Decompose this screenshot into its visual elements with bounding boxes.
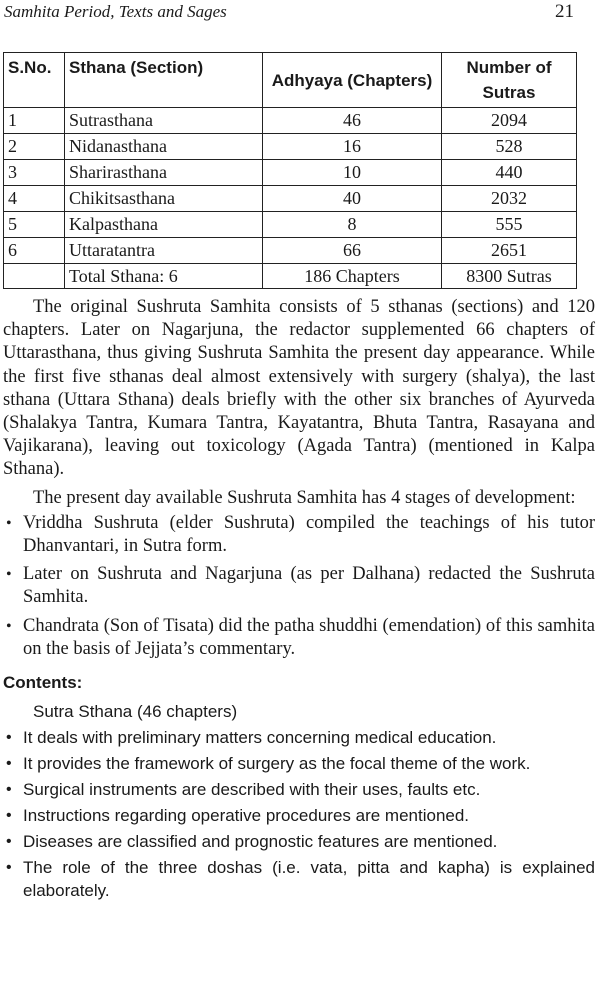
cell-adhyaya: 8 bbox=[263, 212, 442, 238]
cell-sno: 4 bbox=[4, 186, 65, 212]
list-item-text: The role of the three doshas (i.e. vata, pitta and kapha) is explained elaborately. bbox=[23, 858, 595, 901]
cell-sno bbox=[4, 264, 65, 289]
table-row bbox=[4, 160, 577, 186]
cell-total-sthana: Total Sthana: 6 bbox=[65, 264, 263, 289]
cell-sthana: Uttaratantra bbox=[65, 238, 263, 264]
cell-sno: 6 bbox=[4, 238, 65, 264]
table-row bbox=[4, 212, 577, 238]
list-item-text: Vriddha Sushruta (elder Sushruta) compiled the teachings of his tutor Dhanvantari, in Sutra form. bbox=[23, 512, 595, 557]
list-item-text: Diseases are classified and prognostic features are mentioned. bbox=[23, 832, 498, 852]
list-item-text: Surgical instruments are described with their uses, faults etc. bbox=[23, 780, 481, 800]
cell-sno: 3 bbox=[4, 160, 65, 186]
bullet-icon: • bbox=[6, 514, 12, 532]
bullet-icon: • bbox=[6, 859, 12, 877]
cell-sthana: Sharirasthana bbox=[65, 160, 263, 186]
bullet-icon: • bbox=[6, 807, 12, 825]
bullet-icon: • bbox=[6, 833, 12, 851]
bullet-icon: • bbox=[6, 729, 12, 747]
column-header-adhyaya: Adhyaya (Chapters) bbox=[263, 53, 442, 108]
contents-heading: Contents: bbox=[3, 673, 83, 693]
cell-sthana: Chikitsasthana bbox=[65, 186, 263, 212]
table-header-row bbox=[4, 53, 577, 108]
list-item-text: It deals with preliminary matters concerning medical education. bbox=[23, 728, 497, 748]
list-item bbox=[3, 856, 595, 902]
list-item-text: It provides the framework of surgery as the focal theme of the work. bbox=[23, 754, 531, 774]
contents-list bbox=[3, 726, 595, 902]
list-item bbox=[3, 615, 595, 661]
cell-sutras: 440 bbox=[442, 160, 577, 186]
page-header bbox=[0, 0, 600, 26]
list-item bbox=[3, 726, 595, 749]
cell-sutras: 2651 bbox=[442, 238, 577, 264]
list-item bbox=[3, 752, 595, 775]
development-list bbox=[3, 512, 595, 661]
sthana-table bbox=[3, 52, 577, 289]
bullet-icon: • bbox=[6, 781, 12, 799]
column-header-sutras: Number of Sutras bbox=[442, 53, 577, 108]
list-item-text: Chandrata (Son of Tisata) did the patha shuddhi (emendation) of this samhita on the basis of Jejjata’s commentary. bbox=[23, 615, 595, 659]
cell-sutras: 555 bbox=[442, 212, 577, 238]
body-text bbox=[3, 296, 595, 905]
list-item-text: Later on Sushruta and Nagarjuna (as per Dalhana) redacted the Sushruta Samhita. bbox=[23, 564, 595, 608]
cell-sno: 1 bbox=[4, 108, 65, 134]
cell-total-sutras: 8300 Sutras bbox=[442, 264, 577, 289]
list-item bbox=[3, 563, 595, 609]
list-item bbox=[3, 804, 595, 827]
cell-sthana: Nidanasthana bbox=[65, 134, 263, 160]
running-head: Samhita Period, Texts and Sages bbox=[4, 2, 227, 21]
cell-adhyaya: 16 bbox=[263, 134, 442, 160]
paragraph-origin: The original Sushruta Samhita consists of 5 sthanas (sections) and 120 chapters. Later on Nagarjuna, the redactor supplemented 66 chapters of Uttarasthana, thus giving Sushruta Samhita the present day appearance. While the first five sthanas deal almost extensively with surgery (shalya), the last sthana (Uttara Sthana) deals briefly with the other six branches of Ayurveda (Shalakya Tantra, Kumara Tantra, Kayatantra, Bhuta Tantra, Rasayana and Vajikarana), leaving out toxicology (Agada Tantra) (mentioned in Kalpa Sthana). bbox=[3, 297, 595, 480]
table-row bbox=[4, 238, 577, 264]
column-header-sno: S.No. bbox=[4, 53, 65, 108]
bullet-icon: • bbox=[6, 755, 12, 773]
list-item-text: Instructions regarding operative procedures are mentioned. bbox=[23, 806, 470, 826]
cell-total-chapters: 186 Chapters bbox=[263, 264, 442, 289]
cell-adhyaya: 10 bbox=[263, 160, 442, 186]
cell-sno: 2 bbox=[4, 134, 65, 160]
table-row bbox=[4, 134, 577, 160]
bullet-icon: • bbox=[6, 617, 12, 635]
table-row bbox=[4, 108, 577, 134]
cell-adhyaya: 40 bbox=[263, 186, 442, 212]
contents-subheading: Sutra Sthana (46 chapters) bbox=[33, 702, 238, 722]
cell-sthana: Sutrasthana bbox=[65, 108, 263, 134]
cell-sutras: 2094 bbox=[442, 108, 577, 134]
cell-adhyaya: 46 bbox=[263, 108, 442, 134]
cell-adhyaya: 66 bbox=[263, 238, 442, 264]
table-total-row bbox=[4, 264, 577, 289]
cell-sno: 5 bbox=[4, 212, 65, 238]
bullet-icon: • bbox=[6, 566, 12, 584]
cell-sutras: 528 bbox=[442, 134, 577, 160]
table-row bbox=[4, 186, 577, 212]
cell-sutras: 2032 bbox=[442, 186, 577, 212]
list-item bbox=[3, 778, 595, 801]
list-item bbox=[3, 512, 595, 558]
list-item bbox=[3, 830, 595, 853]
page-number: 21 bbox=[555, 1, 574, 22]
column-header-sthana: Sthana (Section) bbox=[65, 53, 263, 108]
cell-sthana: Kalpasthana bbox=[65, 212, 263, 238]
paragraph-development: The present day available Sushruta Samhita has 4 stages of development: bbox=[33, 487, 576, 508]
